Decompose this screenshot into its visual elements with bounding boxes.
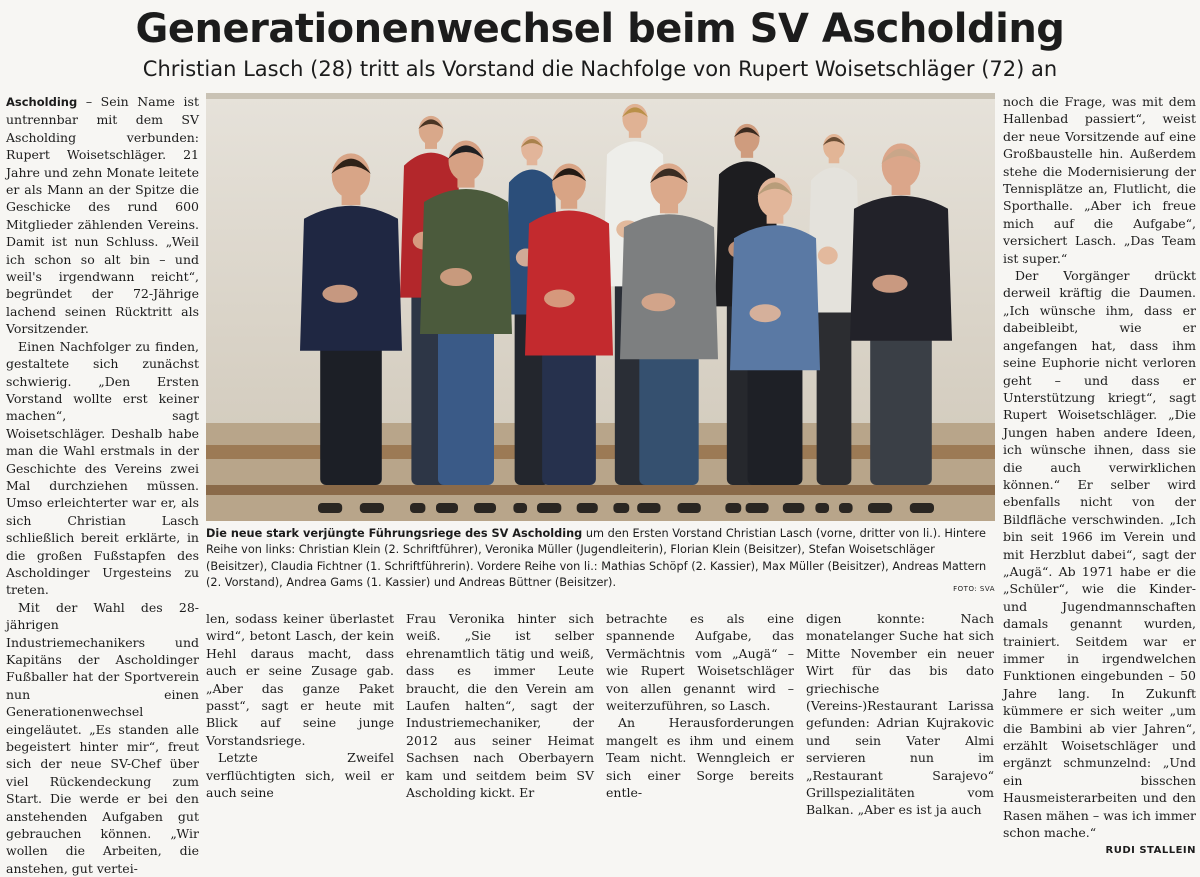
article-column-1 (6, 93, 199, 876)
article-paragraph: Einen Nachfolger zu finden, gestaltete sich zunächst schwierig. „Den Ersten Vorstand wollte erst keiner machen“, sagt Woisetschläger. Deshalb habe man die Wahl erstmals in der Geschichte des Vereins zwei Mal durchziehen müssen. Umso erleichterter war er, als sich Christian Lasch schließlich bereit erklärte, in die großen Fußstapfen des Ascholdinger Urgesteins zu treten. (6, 338, 199, 598)
person-hands (544, 289, 575, 307)
caption-lead: Die neue stark verjüngte Führungsriege des SV Ascholding (206, 527, 583, 540)
person-torso (850, 196, 952, 341)
person-hands (641, 293, 675, 311)
person-shoe (318, 503, 342, 513)
article-paragraph: noch die Frage, was mit dem Hallenbad passiert“, weist der neue Vorsitzende auf eine Großbaustelle hin. Außerdem stehe die Modernisierung der Tennisplätze an, Flutlicht, die Sporthalle. „Aber ich freue mich auf die Aufgabe“, versichert Lasch. „Das Team ist super.“ (1003, 94, 1196, 266)
person-shoe (436, 503, 458, 513)
article-paragraph: Ascholding – Sein Name ist untrennbar mit dem SV Ascholding verbunden: Rupert Woisetschläger. 21 Jahre und zehn Monate leitete er als Mann an der Spitze die Geschicke des rund 600 Mitglieder zählenden Vereins. Damit ist nun Schluss. „Weil ich schon so alt bin – und weil's irgendwann reicht“, begründet der 72-Jährige lachend seinen Rücktritt als Vorsitzender. (6, 94, 199, 337)
person-torso (420, 189, 512, 334)
person-shoe (868, 503, 892, 513)
person-shoe (513, 503, 527, 513)
article-paragraph: Der Vorgänger drückt derweil kräftig die Daumen. „Ich wünsche ihm, dass er dabeibleibt, wie er angefangen hat, dass ihm seine Euphorie nicht verloren geht – und dass er Unterstützung kriegt“, sagt Rupert Woisetschläger. „Die Jungen haben andere Ideen, ich wünsche ihnen, dass sie die auch verwirklichen können.“ Er selber wird ebenfalls nicht von der Bildfläche verschwinden. „Ich bin seit 1966 im Verein und mit Herzblut dabei“, sagt der „Augä“. Ab 1971 habe er die „Schüler“, wie die Kinder- und Jugendmannschaften damals genannt wurden, trainiert. Seitdem war er immer in irgendwelchen Funktionen eingebunden – 50 Jahre lang. In Zukunft kümmere er sich weiter „um die Bambini ab vier Jahren“, erzählt Woisetschläger und ergänzt schmunzelnd: „Und ein bisschen Hausmeisterarbeiten und den Rasen mähen – was ich immer schon mache.“ (1003, 268, 1196, 841)
person-shoe (410, 503, 425, 513)
subheadline: Christian Lasch (28) tritt als Vorstand die Nachfolge von Rupert Woisetschläger (72) an (142, 57, 1058, 81)
person-hands (440, 268, 472, 286)
person-legs (438, 328, 494, 485)
person-legs (639, 353, 698, 485)
person-torso (300, 206, 402, 351)
person-shoe (613, 503, 629, 513)
person-legs (542, 349, 596, 485)
team-photo (206, 93, 995, 521)
person-hands (322, 285, 357, 303)
article-paragraph: digen konnte: Nach monatelanger Suche hat sich Mitte November ein neuer Wirt für das bis dato griechische (Vereins-)Restaurant Larissa gefunden: Adrian Kujrakovic und sein Vater Almi servieren nun im „Restaurant Sarajevo“ Grillspezialitäten vom Balkan. „Aber es ist ja auch (806, 611, 994, 818)
article-paragraph: Mit der Wahl des 28-jährigen Industriemechanikers und Kapitäns der Ascholdinger Fußballer hat der Sportverein nun einen Generationenwechsel eingeläutet. „Es standen alle begeistert hinter mir“, freut sich der neue SV-Chef über viel Rückendeckung zum Start. Die werde er bei den anstehenden Aufgaben gut gebrauchen können. „Wir wollen die Arbeiten, die anstehen, gut vertei- (6, 599, 199, 876)
person-shoe (783, 503, 805, 513)
article-column-6 (1003, 93, 1196, 857)
person-shoe (910, 503, 934, 513)
article-paragraph: An Herausforderungen mangelt es ihm und einem Team nicht. Wenngleich er sich einer Sorge bereits entle- (606, 715, 794, 801)
byline: RUDI STALLEIN (1105, 845, 1196, 857)
article-column-5 (806, 610, 994, 818)
photo-credit: FOTO: SVA (953, 585, 995, 594)
person-shoe (815, 503, 829, 513)
person-shoe (746, 503, 768, 513)
person-shoe (577, 503, 598, 513)
article-column-4 (606, 610, 794, 801)
article-paragraph: Letzte Zweifel verflüchtigten sich, weil er auch seine (206, 750, 394, 801)
person-torso (730, 225, 820, 370)
person-torso (620, 214, 718, 359)
article-paragraph: betrachte es als eine spannende Aufgabe, das Vermächtnis vom „Augä“ – wie Rupert Woisetschläger von allen genannt wird – weiterzuführen, so Lasch. (606, 611, 794, 714)
person-hands (818, 247, 838, 265)
person-shoe (725, 503, 741, 513)
person-hands (750, 304, 781, 322)
person-shoe (839, 503, 853, 513)
person-legs (817, 307, 852, 485)
article-paragraph: len, sodass keiner überlastet wird“, betont Lasch, der kein Hehl daraus macht, dass auch er seine Zusage gab. „Aber das ganze Paket passt“, sagt er heute mit Blick auf seine junge Vorstandsriege. (206, 611, 394, 748)
person-legs (870, 335, 932, 485)
team-photo-illustration (206, 93, 995, 521)
person-legs (748, 364, 803, 485)
person-shoe (677, 503, 700, 513)
dateline: Ascholding (6, 95, 78, 109)
person-shoe (637, 503, 660, 513)
article-column-3 (406, 610, 594, 801)
caption-text: um den Ersten Vorstand Christian Lasch (vorne, dritter von li.). Hintere Reihe von links: Christian Klein (2. Schriftführer), Veronika Müller (Jugendleiterin), Florian Klein (Beisitzer), Stefan Woisetschläger (Beisitzer), Claudia Fichtner (1. Schriftführerin). Vordere Reihe von li.: Mathias Schöpf (2. Kassier), Max Müller (Beisitzer), Andreas Mattern (2. Vorstand), Andrea Gams (1. Kassier) und Andreas Büttner (Beisitzer). (206, 527, 987, 590)
person-shoe (474, 503, 496, 513)
person-hands (872, 275, 907, 293)
photo-caption (206, 526, 995, 598)
headline: Generationenwechsel beim SV Ascholding (135, 6, 1065, 52)
article-paragraph: Frau Veronika hinter sich weiß. „Sie ist selber ehrenamtlich tätig und weiß, dass es immer Leute braucht, die den Verein am Laufen halten“, sagt der Industriemechaniker, der 2012 aus seiner Heimat Sachsen nach Oberbayern kam und seitdem beim SV Ascholding kickt. Er (406, 611, 594, 801)
person-shoe (540, 503, 561, 513)
person-legs (320, 345, 382, 485)
article-column-2 (206, 610, 394, 801)
person-torso (525, 210, 613, 355)
person-shoe (360, 503, 384, 513)
